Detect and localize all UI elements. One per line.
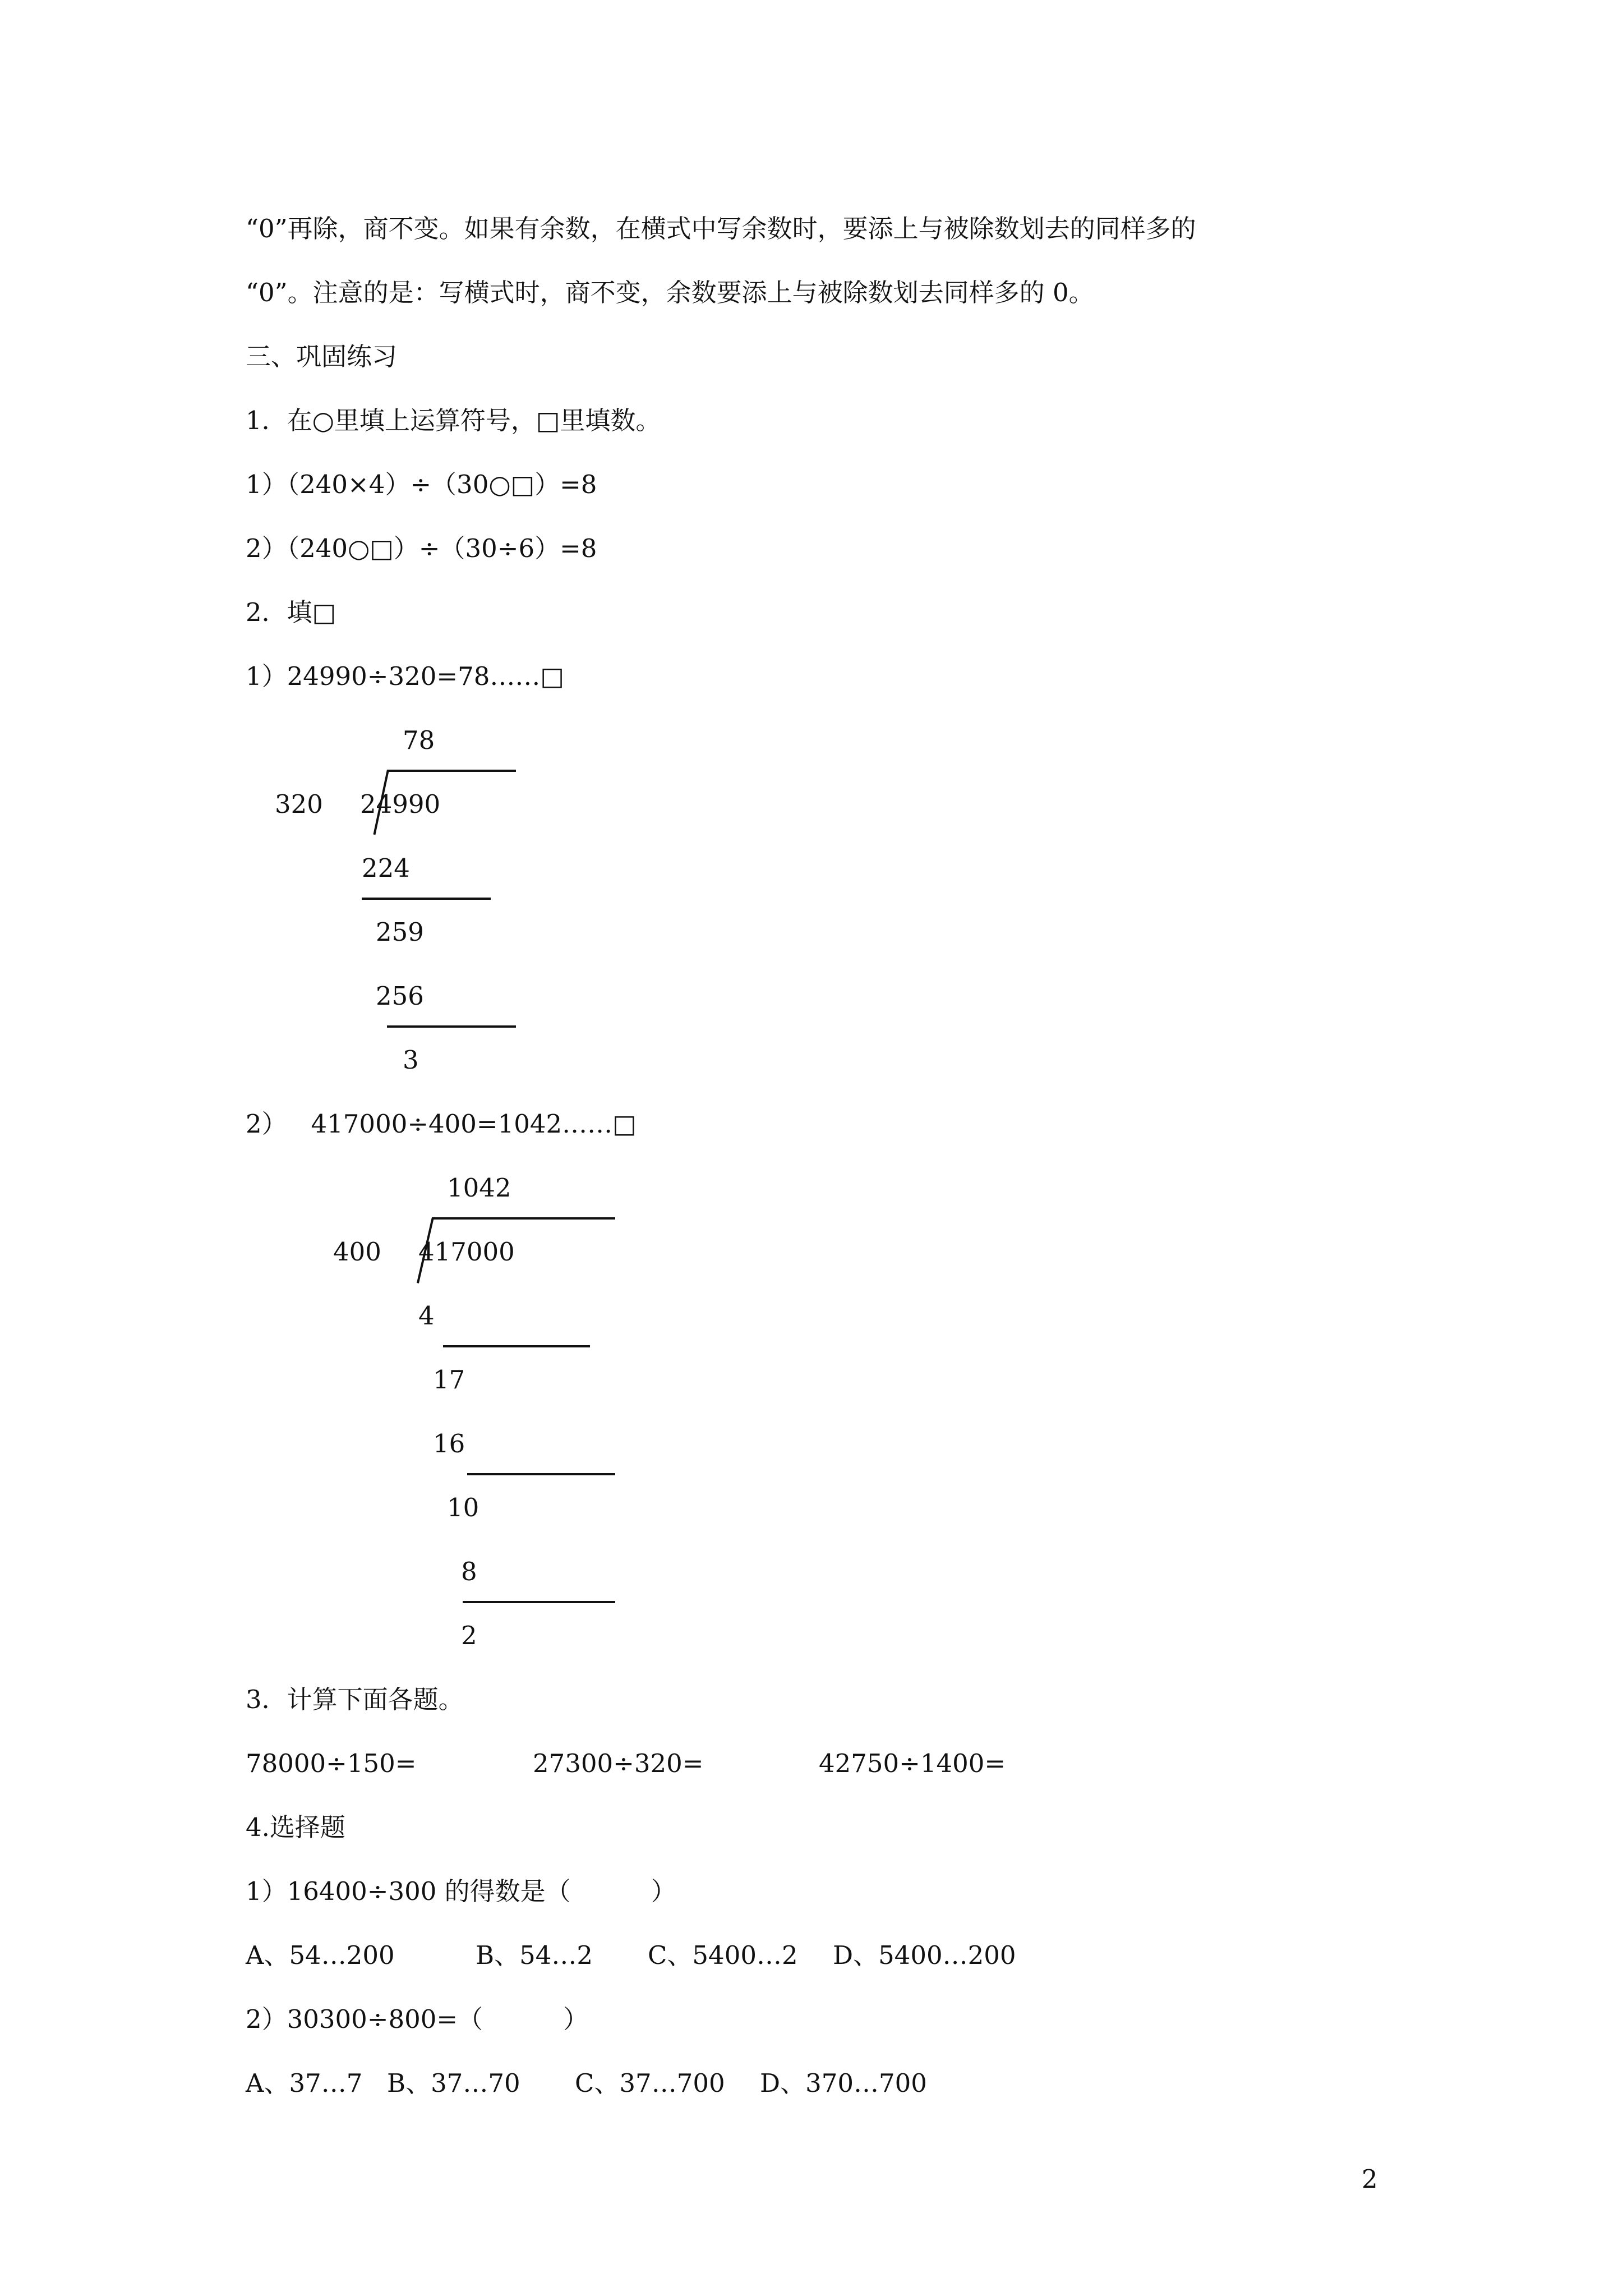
dividend: 417000 [418,1237,515,1267]
step-rule [463,1601,615,1603]
page-number: 2 [1362,2164,1378,2194]
q2-title: 2．填□ [246,597,336,627]
quotient: 1042 [447,1173,511,1203]
remainder: 2 [461,1621,477,1650]
q3-title: 3．计算下面各题。 [246,1685,464,1714]
division-bar [387,770,516,772]
intro-line-1: “0”再除，商不变。如果有余数，在横式中写余数时，要添上与被除数划去的同样多的 [246,214,1196,243]
q1-item-1: 1）（240×4）÷（30○□）=8 [246,470,597,499]
quotient: 78 [403,725,435,755]
divisor: 320 [275,789,323,819]
step-line: 224 [362,853,410,883]
option-b: B、54…2 [476,1940,593,1970]
step-line: 16 [433,1429,465,1458]
q2-p2-label: 2） 417000÷400=1042……□ [246,1109,637,1139]
step-rule [467,1473,615,1475]
step-line: 10 [447,1493,479,1522]
q3-item-1: 78000÷150= [246,1749,417,1778]
option-d: D、5400…200 [833,1940,1016,1970]
option-a: A、54…200 [246,1940,395,1970]
option-c: C、5400…2 [648,1940,798,1970]
step-rule [362,898,491,900]
option-b: B、37…70 [387,2068,520,2098]
q2-p1-label: 1）24990÷320=78……□ [246,661,564,691]
q3-item-2: 27300÷320= [533,1749,704,1778]
q3-item-3: 42750÷1400= [819,1749,1006,1778]
q4-title: 4.选择题 [246,1812,345,1842]
step-line: 17 [433,1365,465,1395]
step-line: 256 [376,981,424,1011]
q4-sub2-question: 2）30300÷800=（ ） [246,2004,589,2034]
q1-title: 1．在○里填上运算符号，□里填数。 [246,406,661,435]
step-rule [387,1025,516,1028]
q4-sub1-question: 1）16400÷300 的得数是（ ） [246,1876,676,1906]
option-c: C、37…700 [575,2068,725,2098]
intro-line-2: “0”。注意的是：写横式时，商不变，余数要添上与被除数划去同样多的 0。 [246,278,1094,307]
q1-item-2: 2）（240○□）÷（30÷6）=8 [246,533,597,563]
step-rule [443,1345,590,1347]
step-line: 8 [461,1557,477,1586]
section-heading: 三、巩固练习 [246,342,398,371]
divisor: 400 [333,1237,381,1267]
remainder: 3 [403,1045,419,1075]
step-line: 259 [376,917,424,947]
division-bar [432,1217,615,1220]
dividend: 24990 [360,789,441,819]
option-d: D、370…700 [760,2068,927,2098]
option-a: A、37…7 [246,2068,363,2098]
step-line: 4 [418,1301,435,1331]
